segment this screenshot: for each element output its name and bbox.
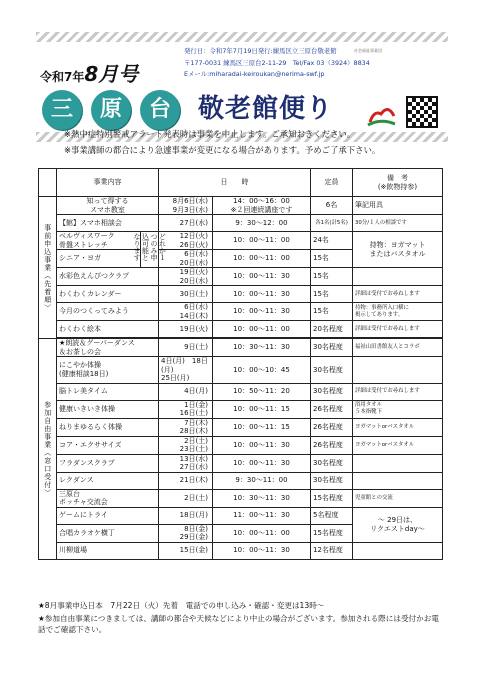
program-remarks [353, 268, 443, 286]
header-remarks [353, 169, 443, 197]
program-name: ゲームにトライ [57, 507, 159, 524]
program-name-line: 骨盤ストレッチ [59, 240, 108, 249]
program-date: 9日(土) [159, 339, 213, 357]
program-name: 川柳道場 [57, 542, 159, 559]
table-row [39, 303, 443, 321]
program-remarks: 福祉山田書館友人とコラボ [353, 339, 443, 357]
table-row [39, 357, 443, 384]
program-date: 18日(月) [159, 507, 213, 524]
title-circle: 台 [140, 90, 180, 130]
program-dates [159, 268, 213, 286]
program-capacity: 15名 [311, 250, 353, 268]
newsletter-title: 敬老館便り [198, 94, 334, 124]
program-dates [159, 357, 213, 384]
table-row [39, 268, 443, 286]
one-only-note: どれか１つのみ申込可能となります [141, 232, 159, 268]
program-capacity: 30名程度 [311, 472, 353, 489]
program-capacity: 各1名(計5名) [311, 215, 353, 232]
program-name-line: ＆お茶しの会 [59, 347, 101, 356]
program-capacity: 5名程度 [311, 507, 353, 524]
program-dates [159, 197, 213, 215]
remarks-line: リクエストday～ [370, 524, 425, 533]
issue-month: 8月号 [84, 62, 139, 86]
program-date: 15日(金) [159, 542, 213, 559]
program-date: 9月3日(水) [172, 205, 208, 214]
program-dates [159, 454, 213, 472]
program-date: 8月6日(水) [172, 197, 208, 205]
category-advance: 事前申込事業（先着順） [39, 197, 57, 339]
program-remarks: ヨガマットorバスタオル [353, 418, 443, 436]
table-row [39, 418, 443, 436]
remarks-line: ５本指靴下 [355, 409, 382, 415]
program-capacity: 15名 [311, 303, 353, 321]
program-time: 10：00～11：00 [213, 250, 311, 268]
table-row [39, 286, 443, 303]
program-date: 4日(月) [159, 383, 213, 400]
table-row [39, 436, 443, 454]
table-row [39, 542, 443, 559]
program-remarks: 30分/１人の相談です [353, 215, 443, 232]
program-name-line: 三原台 [59, 489, 80, 498]
program-remarks [353, 542, 443, 559]
program-name: わくわく絵本 [57, 321, 159, 338]
program-date: 26日(火) [179, 240, 208, 249]
table-row [39, 197, 443, 215]
program-name: シニア・ヨガ [57, 250, 141, 268]
table-header-row [39, 169, 443, 197]
program-date: 6日(水) [184, 250, 208, 258]
program-time: 10：30～11：30 [213, 489, 311, 507]
program-date: 27日(水) [159, 215, 213, 232]
remarks-line: ～ 29日は、 [377, 516, 418, 524]
program-remarks: 筆記用具 [353, 197, 443, 215]
remarks-line: 持物：事務所入口横に [355, 304, 409, 311]
program-remarks [353, 454, 443, 472]
program-date: 7日(木) [184, 418, 208, 427]
program-remarks: 詳細は受付でお尋ねします [353, 321, 443, 338]
program-date: 30日(土) [159, 286, 213, 303]
table-row [39, 383, 443, 400]
program-date: 16日(土) [179, 409, 208, 417]
qr-code-icon[interactable] [406, 96, 438, 128]
program-name: 今月のつくってみよう [57, 303, 159, 321]
program-date: 28日(木) [179, 427, 208, 435]
program-dates [159, 400, 213, 418]
footer-registration-note: ★8月事業申込日本 7月22日（火）先着 電話での申し込み・確認・変更は13時～ [38, 601, 325, 610]
table-row [39, 489, 443, 507]
issue-label [40, 58, 138, 87]
program-time: 10：00～11：30 [213, 286, 311, 303]
program-capacity: 6名 [311, 197, 353, 215]
issue-year: 令和7年 [40, 70, 85, 84]
program-remarks [353, 472, 443, 489]
title-circles [42, 90, 180, 130]
program-date: 27日(水) [179, 463, 208, 471]
program-time-note: ※２回連続講座です [230, 205, 293, 214]
program-name [57, 489, 159, 507]
program-name-line: にこやか体操 [59, 361, 101, 370]
program-time: 10：00～11：00 [213, 232, 311, 250]
program-name: 健康いきいき体操 [57, 400, 159, 418]
table-row [39, 232, 443, 250]
program-dates [159, 524, 213, 542]
program-dates [159, 250, 213, 268]
program-date: 20日(水) [179, 258, 208, 267]
program-time: 9：30～12：00 [213, 215, 311, 232]
program-date: 13日(水) [179, 454, 208, 463]
program-dates [159, 418, 213, 436]
category-free: 参加自由事業（窓口受付） [39, 339, 57, 560]
notice-schedule-change: ※事業講師の都合により急遽事業が変更になる場合があります。予めご了承下さい。 [64, 145, 381, 155]
program-time: 10：00～11：30 [213, 436, 311, 454]
table-row [39, 400, 443, 418]
program-time: 10：00～11：30 [213, 454, 311, 472]
program-date: 29日(金) [179, 533, 208, 541]
table-row [39, 454, 443, 472]
program-name [57, 232, 141, 250]
program-capacity: 15名程度 [311, 489, 353, 507]
program-name: 脳トレ美タイム [57, 383, 159, 400]
remarks-line: またはバスタオル [369, 249, 426, 258]
program-date: 6日(水) [184, 303, 208, 311]
schedule-table [38, 168, 443, 560]
program-time [213, 197, 311, 215]
program-name: 合唱カラオケ横丁 [57, 524, 159, 542]
program-remarks [353, 400, 443, 418]
program-remarks: ヨガマットorバスタオル [353, 436, 443, 454]
program-time: 10：30～11：30 [213, 339, 311, 357]
header-top-stripe [36, 32, 448, 42]
program-capacity: 24名 [311, 232, 353, 250]
remarks-label: 備 考 [387, 174, 408, 182]
program-time: 9：30～11：00 [213, 472, 311, 489]
title-circle: 三 [42, 90, 82, 130]
footer-free-event-note: ★参加自由事業につきましては、講師の都合や天候などにより中止の場合がございます。参加される際には受付かお電話でご確認下さい。 [38, 614, 439, 634]
program-date: 2日(土) [184, 436, 208, 445]
program-remarks: 詳細は受付でお尋ねします [353, 286, 443, 303]
program-time: 10：00～11：00 [213, 321, 311, 338]
program-name: 水彩色えんぴつクラブ [57, 268, 159, 286]
table-row [39, 339, 443, 357]
program-capacity: 20名程度 [311, 321, 353, 338]
program-name: フラダンスクラブ [57, 454, 159, 472]
notice-heat-alert: ※熱中症特別警戒アラート発表時は事業を中止します。ご承知おきください。 [64, 129, 356, 139]
program-date: 25日(月) [161, 374, 190, 382]
publisher-info [184, 46, 370, 81]
table-row [39, 215, 443, 232]
table-row [39, 507, 443, 524]
program-capacity: 26名程度 [311, 418, 353, 436]
program-time: 10：00～11：15 [213, 418, 311, 436]
program-remarks: 詳細は受付でお尋ねします [353, 383, 443, 400]
program-time: 10：00～11：15 [213, 400, 311, 418]
program-capacity: 30名程度 [311, 383, 353, 400]
program-dates [159, 436, 213, 454]
program-date: 19日(火) [179, 268, 208, 276]
program-name: コア・エクササイズ [57, 436, 159, 454]
program-dates [159, 303, 213, 321]
publish-date-line: 発行日：令和7年7月19日発行:練馬区立三原台敬老館 [184, 47, 337, 55]
program-date: 1日(金) [184, 400, 208, 409]
program-capacity: 12名程度 [311, 542, 353, 559]
program-name: わくわくカレンダー [57, 286, 159, 303]
program-time: 11：00～11：30 [213, 507, 311, 524]
program-date: 19日(火) [159, 321, 213, 338]
table-row [39, 321, 443, 338]
program-remarks [353, 232, 443, 268]
header-content: 事業内容 [57, 169, 159, 197]
program-date: 4日(月) 18日(月) [161, 357, 208, 374]
program-remarks: 児童館との交流 [353, 489, 443, 507]
logo-caption: 社会福祉事業団 [354, 48, 382, 53]
program-time: 10：00～10：45 [213, 357, 311, 384]
program-name [57, 197, 159, 215]
program-date: 8日(金) [184, 524, 208, 533]
program-remarks [353, 357, 443, 384]
program-name-line: 知って得する [86, 197, 129, 205]
program-name: 【館】スマホ相談会 [57, 215, 159, 232]
program-dates [159, 232, 213, 250]
program-name: ねりまゆるらく体操 [57, 418, 159, 436]
header-datetime: 日 時 [159, 169, 311, 197]
program-time: 10：50～11：20 [213, 383, 311, 400]
program-capacity: 30名程度 [311, 339, 353, 357]
remarks-sub: (※飲物持参) [377, 182, 418, 191]
program-date: 12日(火) [179, 232, 208, 240]
program-time: 10：00～11：00 [213, 524, 311, 542]
program-date: 2日(土) [159, 489, 213, 507]
program-name-line: スマホ教室 [90, 205, 125, 214]
program-capacity: 15名 [311, 286, 353, 303]
program-name [57, 357, 159, 384]
program-name [57, 339, 159, 357]
program-name-line: (健康相談18日) [59, 369, 109, 378]
program-time: 10：00～11：30 [213, 303, 311, 321]
remarks-line: 掲示してあります。 [355, 311, 404, 318]
program-name-line: ボッチャ交流会 [59, 498, 108, 506]
program-capacity: 30名程度 [311, 454, 353, 472]
table-row [39, 472, 443, 489]
program-time: 10：00～11：30 [213, 542, 311, 559]
program-remarks [353, 507, 443, 542]
address-line: 〒177-0031 練馬区三原台2-11-29 Tel/Fax 03（3924）8834 [184, 58, 370, 67]
program-time-value: 14：00～16：00 [233, 197, 290, 205]
program-name-line: ベルヴィスワーク [59, 232, 115, 240]
program-date: 23日(土) [179, 445, 208, 453]
program-name: レクダンス [57, 472, 159, 489]
email-line: Eメール:miharadai-keiroukan@nerima-swf.jp [184, 70, 325, 78]
organization-logo-icon [364, 100, 398, 130]
remarks-line: 浴用タオル [355, 402, 382, 408]
program-capacity: 26名程度 [311, 436, 353, 454]
program-date: 21日(木) [159, 472, 213, 489]
header-capacity: 定員 [311, 169, 353, 197]
program-capacity: 30名程度 [311, 357, 353, 384]
program-name-line: ★朗読＆グーパーダンス [59, 339, 135, 347]
title-circle: 原 [91, 90, 131, 130]
program-remarks [353, 303, 443, 321]
program-capacity: 15名程度 [311, 524, 353, 542]
remarks-line: 持物：ヨガマット [369, 241, 426, 249]
program-date: 20日(水) [179, 276, 208, 285]
program-capacity: 15名 [311, 268, 353, 286]
program-capacity: 26名程度 [311, 400, 353, 418]
program-time: 10：00～11：30 [213, 268, 311, 286]
program-date: 14日(木) [179, 311, 208, 320]
